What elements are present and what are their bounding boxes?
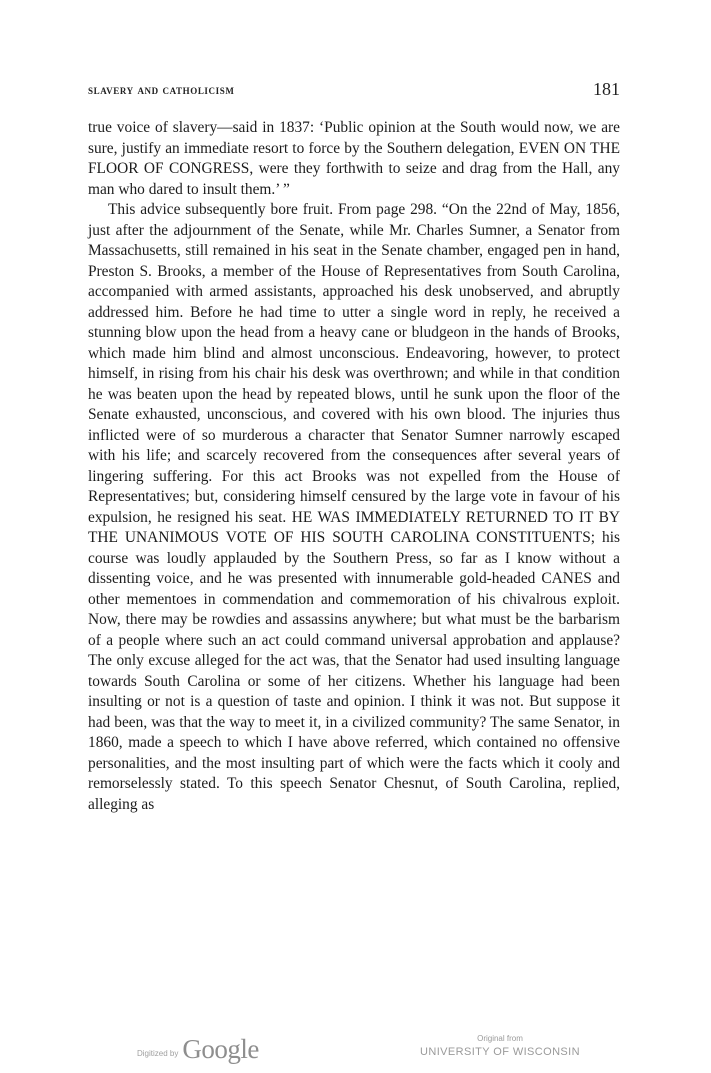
body-text (88, 118, 620, 815)
original-from-label: Original from (477, 1034, 523, 1043)
digitized-by-google (137, 1030, 259, 1064)
digitized-by-label: Digitized by (137, 1049, 179, 1058)
google-logo: Google (182, 1034, 259, 1064)
page-number: 181 (593, 79, 620, 99)
running-title: slavery and catholicism (88, 83, 235, 97)
running-head (88, 79, 620, 103)
library-name: UNIVERSITY OF WISCONSIN (420, 1046, 580, 1058)
paragraph-continued: true voice of slavery—said in 1837: ‘Public opinion at the South would now, we are sure, justify an immediate resort to force by the Southern delegation, EVEN ON THE FLOOR OF CONGRESS, were they forthwith to seize and drag from the Hall, any man who dared to insult them.’ ” (88, 119, 620, 198)
library-attribution (400, 1034, 600, 1060)
paragraph-sumner-assault: This advice subsequently bore fruit. From page 298. “On the 22nd of May, 1856, just after the adjournment of the Senate, while Mr. Charles Sumner, a Senator from Massachusetts, still remained in his seat in the Senate chamber, engaged pen in hand, Preston S. Brooks, a member of the House of Representatives from South Carolina, accompanied with armed assistants, approached his desk unobserved, and abruptly addressed him. Before he had time to utter a single word in reply, he received a stunning blow upon the head from a heavy cane or bludgeon in the hands of Brooks, which made him blind and almost unconscious. Endeavoring, however, to protect himself, in rising from his chair his desk was overthrown; and while in that condition he was beaten upon the head by repeated blows, until he sunk upon the floor of the Senate exhausted, unconscious, and covered with his own blood. The injuries thus inflicted were of so murderous a character that Senator Sumner narrowly escaped with his life; and scarcely recovered from the consequences after several years of lingering suffering. For this act Brooks was not expelled from the House of Representatives; but, considering himself censured by the large vote in favour of his expulsion, he resigned his seat. HE WAS IMMEDIATELY RETURNED TO IT BY THE UNANIMOUS VOTE OF HIS SOUTH CAROLINA CONSTITUENTS; his course was loudly applauded by the Southern Press, so far as I know without a dissenting voice, and he was presented with innumerable gold-headed CANES and other mementoes in commendation and commemoration of his chivalrous exploit. Now, there may be rowdies and assassins anywhere; but what must be the barbarism of a people where such an act could command universal approbation and applause? The only excuse alleged for the act was, that the Senator had used insulting language towards South Carolina or some of her citizens. Whether his language had been insulting or not is a question of taste and opinion. I think it was not. But suppose it had been, was that the way to meet it, in a civilized community? The same Senator, in 1860, made a speech to which I have above referred, which contained no offensive personalities, and the most insulting part of which were the facts which it cooly and remorselessly stated. To this speech Senator Chesnut, of South Carolina, replied, alleging as (88, 201, 620, 813)
